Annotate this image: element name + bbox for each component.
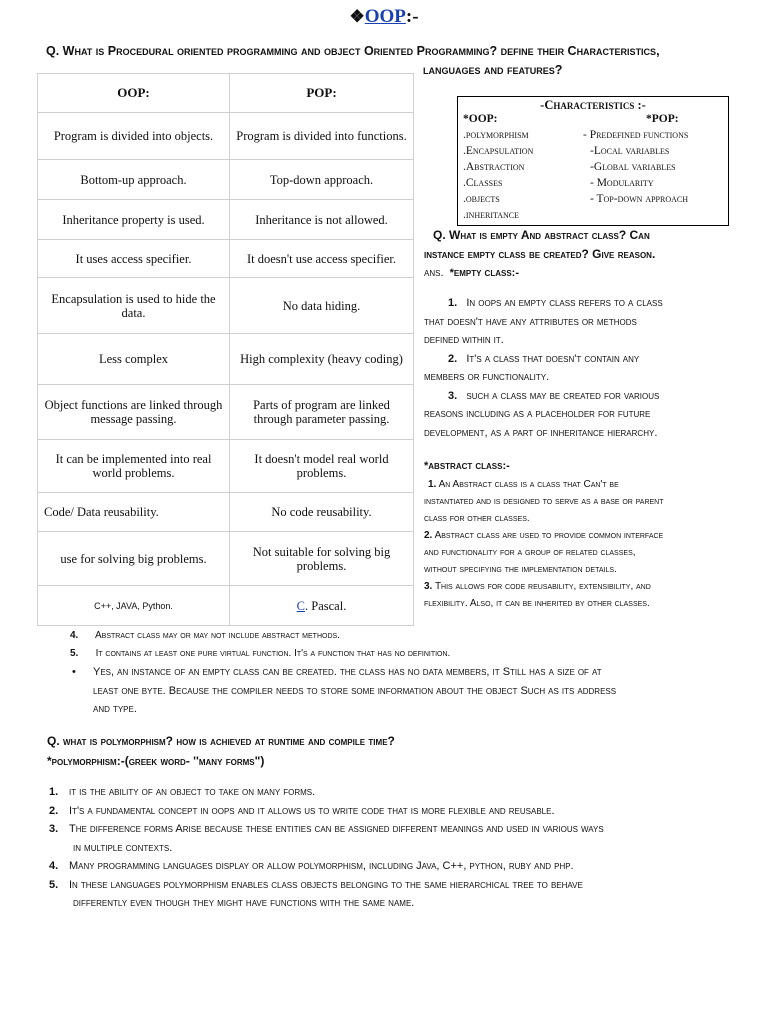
item-number: 5. <box>49 878 59 891</box>
diamond-bullet-icon: ❖ <box>349 7 365 26</box>
question-1-line2: languages and features? <box>423 63 563 77</box>
oop-characteristic: .polymorphism <box>463 129 529 141</box>
item-text: that doesn't have any attributes or methods <box>424 315 637 328</box>
pop-cell: It doesn't model real world problems. <box>230 440 414 493</box>
pop-characteristic: - Top-down approach <box>590 193 689 205</box>
pop-cell: Top-down approach. <box>230 160 414 200</box>
item-text: differently even though they might have functions with the same name. <box>73 897 415 909</box>
characteristics-box <box>457 96 729 226</box>
pop-languages-rest: . Pascal. <box>305 598 347 613</box>
item-text: Many programming languages display or allow polymorphism, including Java, C++, python, ruby and php. <box>69 860 574 872</box>
list-item <box>70 645 750 663</box>
item-text: The difference forms Arise because these entities can be assigned different meanings and used in various ways <box>69 823 604 835</box>
abstract-class-points <box>424 476 754 612</box>
oop-cell: Program is divided into objects. <box>38 113 230 160</box>
oop-cell: Bottom-up approach. <box>38 160 230 200</box>
pop-languages-cell <box>230 586 414 626</box>
item-text: in multiple contexts. <box>73 841 173 854</box>
item-number: 4. <box>49 860 59 872</box>
pop-label: *POP: <box>646 113 679 125</box>
pop-cell: It doesn't use access specifier. <box>230 240 414 278</box>
empty-class-points <box>424 294 744 442</box>
item-text: It's a class that doesn't contain any <box>466 352 640 365</box>
list-item <box>49 857 749 876</box>
pop-characteristic: - Modularity <box>590 177 654 189</box>
item-number: 3. <box>49 823 59 835</box>
item-number: 3. <box>424 581 433 592</box>
item-text: Abstract class are used to provide common interface <box>434 530 664 541</box>
abstract-class-heading: *abstract class:- <box>424 460 510 472</box>
item-text: Abstract class may or may not include abstract methods. <box>95 630 340 641</box>
answer-label: ans. <box>424 267 444 279</box>
oop-cell: Less complex <box>38 334 230 385</box>
header-pop: POP: <box>230 74 414 113</box>
empty-class-heading: *empty class:- <box>449 267 519 279</box>
continued-list <box>70 627 750 663</box>
item-text: In these languages polymorphism enables class objects belonging to the same hierarchical tree to behave <box>69 878 583 891</box>
pop-cell: Inheritance is not allowed. <box>230 200 414 240</box>
item-text: instantiated and is designed to serve as a base or parent <box>424 496 664 507</box>
pop-cell: Not suitable for solving big problems. <box>230 532 414 586</box>
oop-cell: Code/ Data reusability. <box>38 493 230 532</box>
list-item <box>49 802 749 821</box>
pop-cell: Program is divided into functions. <box>230 113 414 160</box>
pop-cell: No code reusability. <box>230 493 414 532</box>
list-item <box>424 294 744 313</box>
oop-cell: Inheritance property is used. <box>38 200 230 240</box>
list-item <box>70 627 750 645</box>
polymorphism-heading: *polymorphism:-(greek word- ''many forms") <box>47 754 265 768</box>
item-text: it is the ability of an object to take on many forms. <box>69 786 316 798</box>
item-text: least one byte. Because the compiler needs to store some information about the object Such as its address <box>93 684 617 697</box>
list-item <box>49 783 749 802</box>
oop-characteristic: .Abstraction <box>463 161 525 173</box>
item-text: It contains at least one pure virtual function. It's a function that has no definition. <box>95 648 451 659</box>
list-item <box>424 350 744 369</box>
table-row <box>38 113 414 160</box>
oop-cell: Object functions are linked through message passing. <box>38 385 230 440</box>
polymorphism-list <box>49 783 749 913</box>
item-text: It's a fundamental concept in oops and it allows us to write code that is more flexible and reusable. <box>69 804 555 817</box>
table-row <box>38 334 414 385</box>
table-row <box>38 440 414 493</box>
oop-characteristic: .Encapsulation <box>463 145 534 157</box>
list-item <box>424 527 754 544</box>
item-text: This allows for code reusability, extensibility, and <box>434 581 651 592</box>
c-language-link[interactable]: C <box>296 598 306 613</box>
item-text: such a class may be created for various <box>466 389 660 402</box>
item-number: 2. <box>424 530 433 541</box>
table-row <box>38 586 414 626</box>
question-3: Q. what is polymorphism? how is achieved at runtime and compile time? <box>47 734 395 748</box>
item-text: defined within it. <box>424 334 504 346</box>
table-row <box>38 200 414 240</box>
oop-cell: use for solving big problems. <box>38 532 230 586</box>
pop-cell: Parts of program are linked through parameter passing. <box>230 385 414 440</box>
oop-characteristic: .objects <box>463 193 500 205</box>
item-number: 3. <box>448 389 458 402</box>
pop-characteristic: -Local variables <box>590 145 670 157</box>
title-suffix: :- <box>405 6 419 27</box>
item-number: 2. <box>448 352 458 365</box>
item-text: members or functionality. <box>424 371 550 383</box>
list-item <box>424 476 754 493</box>
table-row <box>38 160 414 200</box>
bullet-item <box>70 663 750 719</box>
table-row <box>38 240 414 278</box>
item-number: 2. <box>49 804 59 817</box>
oop-characteristic: .Classes <box>463 177 503 189</box>
item-number: 5. <box>70 648 79 659</box>
item-text: class for other classes. <box>424 513 530 524</box>
pop-characteristic: - Predefined functions <box>583 129 689 141</box>
table-row <box>38 532 414 586</box>
item-text: flexibility. Also, it can be inherited by other classes. <box>424 598 650 609</box>
item-number: 1. <box>49 786 59 798</box>
list-item <box>49 876 749 895</box>
page-title <box>0 6 768 28</box>
list-item <box>49 820 749 839</box>
list-item <box>424 578 754 595</box>
table-row <box>38 493 414 532</box>
item-text: Yes, an instance of an empty class can be created. the class has no data members, it Still has a size of at <box>93 666 602 678</box>
oop-label: *OOP: <box>463 113 498 125</box>
oop-title-link[interactable]: OOP <box>364 6 406 27</box>
table-header-row <box>38 74 414 113</box>
table-row <box>38 385 414 440</box>
list-item <box>424 387 744 406</box>
oop-characteristic: .inheritance <box>463 209 520 221</box>
pop-characteristic: -Global variables <box>590 161 676 173</box>
question-2-line1: Q. What is empty And abstract class? Can <box>433 228 650 242</box>
item-text: without specifying the implementation details. <box>424 564 617 575</box>
item-number: 4. <box>70 630 79 641</box>
item-text: An Abstract class is a class that Can't be <box>438 479 619 490</box>
question-1-line1: Q. What is Procedural oriented programming and object Oriented Programming? define their Characteristics, <box>46 44 660 58</box>
bullet-dot-icon: • <box>72 666 76 678</box>
item-number: 1. <box>448 297 458 309</box>
oop-pop-comparison-table <box>37 73 414 626</box>
item-text: In oops an empty class refers to a class <box>466 297 663 309</box>
table-row <box>38 278 414 334</box>
item-text: and functionality for a group of related classes, <box>424 547 636 558</box>
characteristics-heading: -Characteristics :- <box>540 98 646 112</box>
header-oop: OOP: <box>38 74 230 113</box>
oop-cell: It can be implemented into real world problems. <box>38 440 230 493</box>
pop-cell: No data hiding. <box>230 278 414 334</box>
pop-cell: High complexity (heavy coding) <box>230 334 414 385</box>
oop-cell: It uses access specifier. <box>38 240 230 278</box>
item-text: reasons including as a placeholder for future <box>424 408 651 420</box>
item-number: 1. <box>428 479 437 490</box>
answer-line <box>424 264 519 283</box>
question-2-line2: instance empty class be created? Give reason. <box>424 247 656 261</box>
item-text: and type. <box>93 703 137 715</box>
item-text: development, as a part of inheritance hierarchy. <box>424 426 658 439</box>
oop-languages-cell: C++, JAVA, Python. <box>38 586 230 626</box>
oop-cell: Encapsulation is used to hide the data. <box>38 278 230 334</box>
